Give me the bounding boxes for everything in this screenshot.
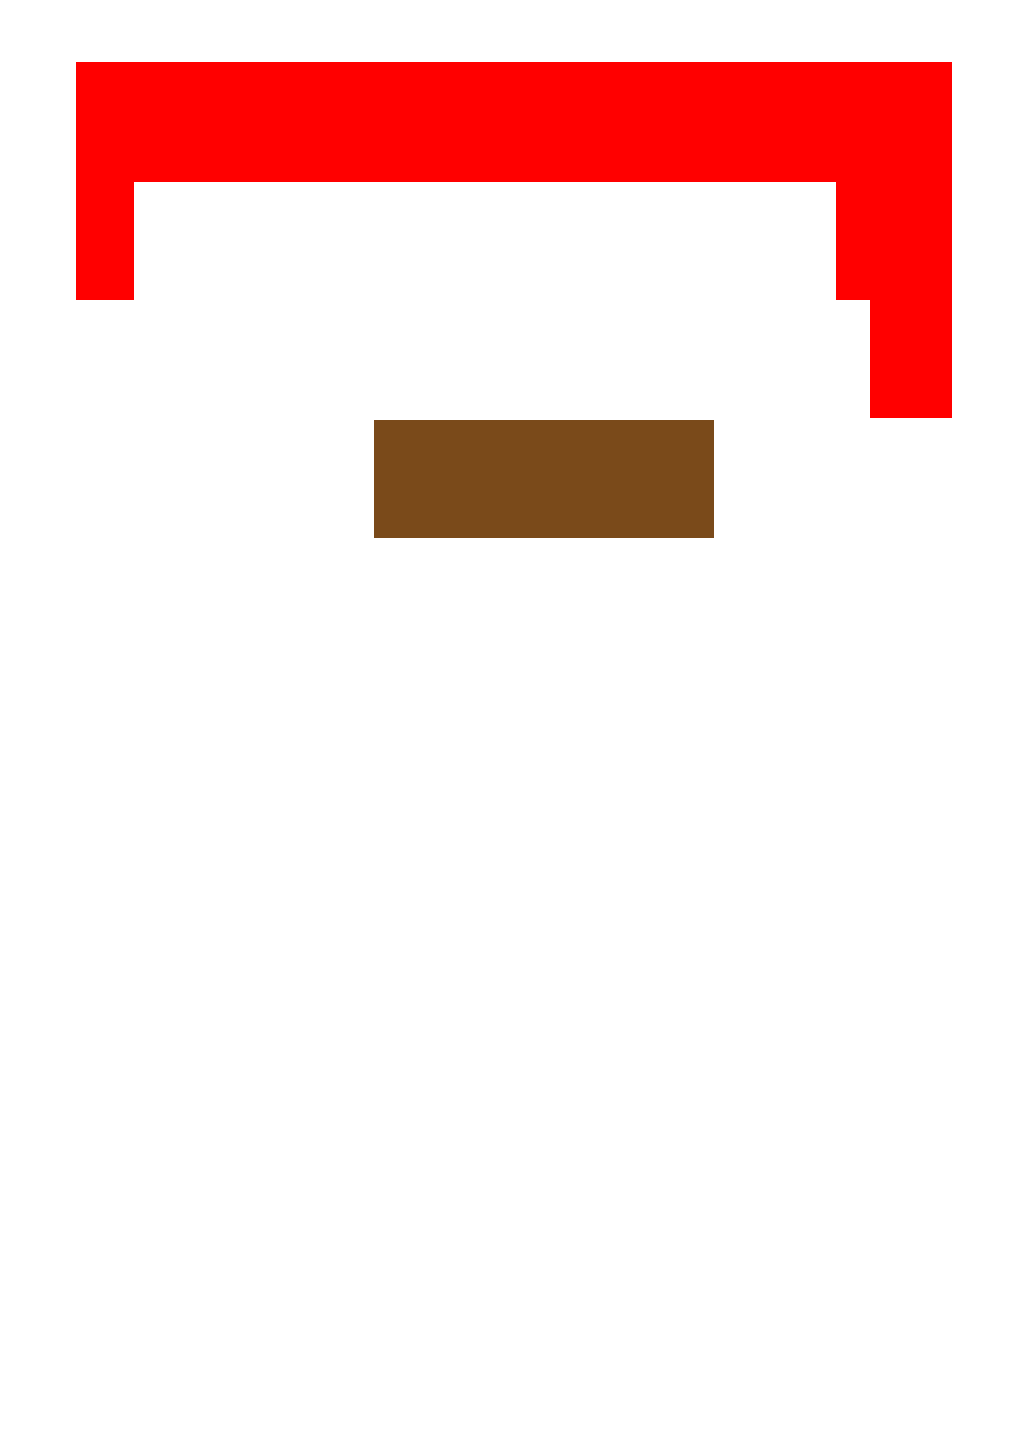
border-top	[0, 0, 1024, 54]
header-red-block-1	[76, 62, 952, 182]
header-red-block-3	[870, 300, 952, 418]
border-right	[968, 54, 1022, 1395]
verse-highlight-box	[374, 420, 714, 538]
header-red-block-right	[836, 180, 952, 300]
header-red-block-left	[76, 180, 134, 300]
border-bottom	[0, 1395, 1024, 1449]
border-left	[0, 54, 54, 1395]
